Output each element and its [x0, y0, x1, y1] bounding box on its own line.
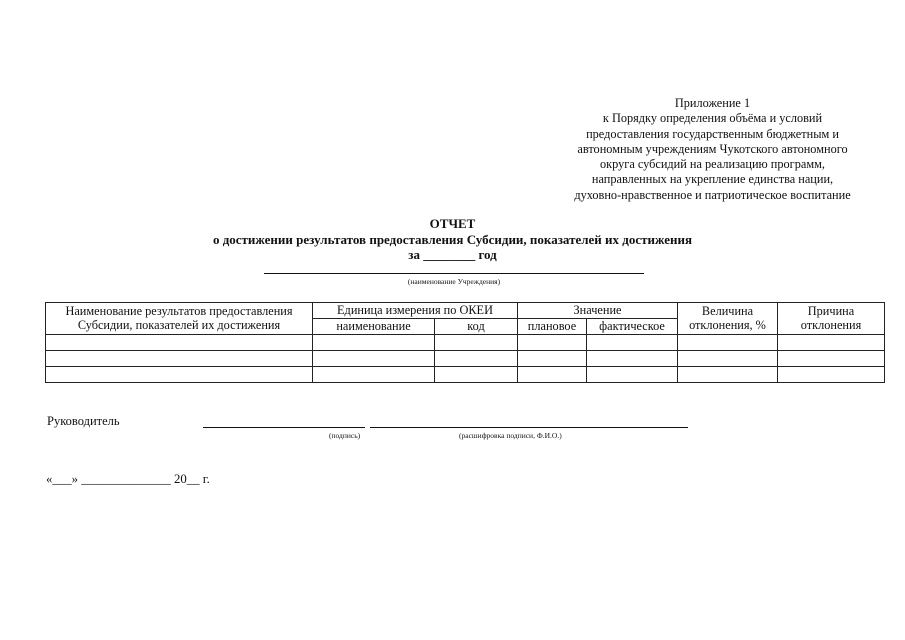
- table-cell[interactable]: [46, 350, 313, 366]
- date-line: «___» ______________ 20__ г.: [46, 472, 210, 486]
- annex-line: духовно-нравственное и патриотическое воспитание: [574, 187, 851, 202]
- header-deviation: Величина отклонения, %: [678, 303, 778, 335]
- signature-line[interactable]: [203, 427, 365, 428]
- table-cell[interactable]: [778, 334, 885, 350]
- table-cell[interactable]: [778, 350, 885, 366]
- header-value-actual: фактическое: [587, 319, 678, 335]
- table-cell[interactable]: [313, 334, 435, 350]
- table-cell[interactable]: [678, 334, 778, 350]
- annex-line: округа субсидий на реализацию программ,: [600, 157, 825, 172]
- table-cell[interactable]: [587, 350, 678, 366]
- signature-caption: (подпись): [329, 431, 361, 440]
- annex-header: [540, 96, 885, 203]
- annex-line: предоставления государственным бюджетным и: [586, 126, 839, 141]
- annex-line: к Порядку определения объёма и условий: [602, 111, 823, 126]
- name-decoding-line[interactable]: [370, 427, 688, 428]
- annex-line: автономным учреждениям Чукотского автономного: [577, 141, 848, 156]
- header-unit: Единица измерения по ОКЕИ: [313, 303, 518, 319]
- header-name: Наименование результатов предоставления Субсидии, показателей их достижения: [46, 303, 313, 335]
- table-header-row: [46, 303, 885, 319]
- report-table: [45, 302, 885, 383]
- org-name-line: [264, 273, 644, 274]
- name-decoding-caption: (расшифровка подписи, Ф.И.О.): [459, 431, 562, 440]
- report-title-subject: о достижении результатов предоставления Субсидии, показателей их достижения: [212, 231, 693, 247]
- header-value: Значение: [518, 303, 678, 319]
- table-cell[interactable]: [518, 350, 587, 366]
- head-label: Руководитель: [47, 414, 120, 428]
- table-row: [46, 350, 885, 366]
- report-title-year: за ________ год: [408, 247, 497, 262]
- table-cell[interactable]: [435, 334, 518, 350]
- table-cell[interactable]: [435, 366, 518, 382]
- report-title-main: ОТЧЕТ: [429, 216, 476, 231]
- header-value-planned: плановое: [518, 319, 587, 335]
- table-row: [46, 366, 885, 382]
- table-cell[interactable]: [778, 366, 885, 382]
- header-reason: Причина отклонения: [778, 303, 885, 335]
- table-cell[interactable]: [678, 350, 778, 366]
- table-cell[interactable]: [587, 366, 678, 382]
- report-title: [0, 216, 905, 263]
- table-cell[interactable]: [313, 350, 435, 366]
- table-row: [46, 334, 885, 350]
- annex-line: направленных на укрепление единства нации,: [591, 172, 834, 187]
- table-cell[interactable]: [678, 366, 778, 382]
- header-unit-name: наименование: [313, 319, 435, 335]
- header-unit-code: код: [435, 319, 518, 335]
- table-cell[interactable]: [313, 366, 435, 382]
- table-cell[interactable]: [587, 334, 678, 350]
- org-name-caption: (наименование Учреждения): [407, 277, 501, 286]
- table-cell[interactable]: [518, 366, 587, 382]
- table-cell[interactable]: [46, 366, 313, 382]
- table-cell[interactable]: [435, 350, 518, 366]
- table-cell[interactable]: [46, 334, 313, 350]
- annex-line: Приложение 1: [674, 96, 751, 110]
- table-cell[interactable]: [518, 334, 587, 350]
